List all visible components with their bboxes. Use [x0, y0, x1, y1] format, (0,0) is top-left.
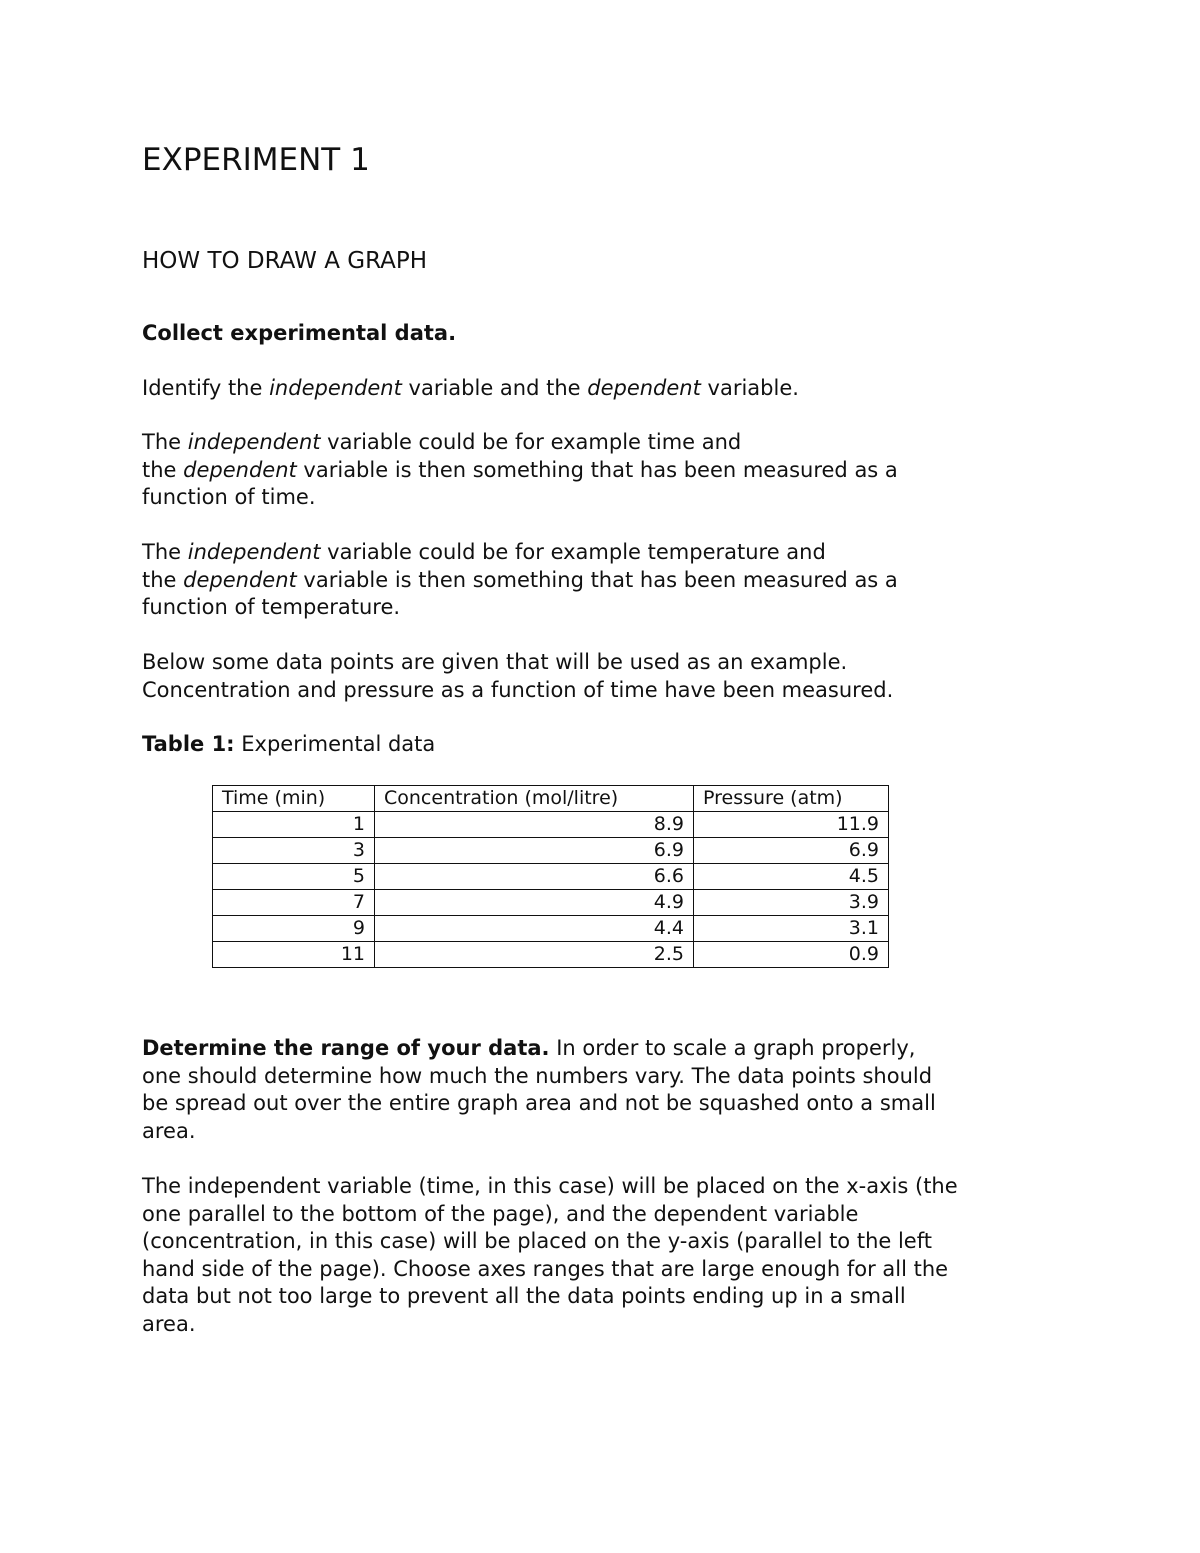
table-cell: 1 — [213, 812, 375, 838]
header-cell: Pressure (atm) — [694, 786, 889, 812]
text-span: In order to scale a graph properly, — [549, 1036, 916, 1060]
table-cell: 5 — [213, 864, 375, 890]
table-cell: 3.9 — [694, 890, 889, 916]
table-header-row — [213, 786, 889, 812]
table-cell: 11.9 — [694, 812, 889, 838]
table-row — [213, 838, 889, 864]
table-cell: 4.5 — [694, 864, 889, 890]
table-cell: 3.1 — [694, 916, 889, 942]
text-line: Concentration and pressure as a function of time have been measured. — [142, 677, 894, 702]
text-span: variable could be for example time and — [320, 430, 742, 454]
table-row — [213, 890, 889, 916]
axis-paragraph — [142, 1173, 1072, 1338]
text-line: area. — [142, 1118, 196, 1143]
header-cell: Time (min) — [213, 786, 375, 812]
text-span: variable is then something that has been measured as a — [296, 567, 898, 592]
table-cell: 4.4 — [375, 916, 694, 942]
text-span: variable and the — [401, 376, 588, 400]
table-row — [213, 916, 889, 942]
text-span: variable is then something that has been measured as a — [296, 457, 898, 482]
table-cell: 4.9 — [375, 890, 694, 916]
range-paragraph — [142, 1035, 1072, 1145]
table-cell: 0.9 — [694, 942, 889, 968]
italic-term: dependent — [183, 567, 297, 592]
table-caption-text: Experimental data — [234, 732, 436, 756]
collect-heading — [142, 320, 1072, 348]
table-cell: 6.6 — [375, 864, 694, 890]
table-cell: 11 — [213, 942, 375, 968]
table-cell: 9 — [213, 916, 375, 942]
document-title: EXPERIMENT 1 — [142, 142, 370, 178]
text-span: the — [142, 457, 184, 482]
header-cell: Concentration (mol/litre) — [375, 786, 694, 812]
table-cell: 3 — [213, 838, 375, 864]
text-line: area. — [142, 1311, 196, 1336]
temperature-paragraph — [142, 539, 1072, 622]
text-span: variable could be for example temperature and — [320, 540, 826, 564]
text-line: data but not too large to prevent all the data points ending up in a small — [142, 1284, 906, 1308]
italic-term: independent — [187, 430, 321, 454]
experimental-data-table — [212, 785, 889, 968]
range-heading: Determine the range of your data. — [142, 1036, 550, 1060]
text-span: Identify the — [142, 376, 270, 400]
text-line: one should determine how much the numbers vary. The data points should — [142, 1063, 933, 1088]
text-span: variable. — [700, 376, 799, 400]
text-line: The independent variable (time, in this case) will be placed on the x-axis (the — [142, 1174, 958, 1198]
text-line: function of temperature. — [142, 595, 401, 619]
italic-term: dependent — [587, 376, 701, 400]
text-line: be spread out over the entire graph area and not be squashed onto a small — [142, 1091, 936, 1115]
table-row — [213, 812, 889, 838]
table-caption-label: Table 1: — [142, 732, 235, 756]
text-line: Below some data points are given that will be used as an example. — [142, 650, 848, 674]
time-paragraph — [142, 429, 1072, 512]
text-line: function of time. — [142, 485, 316, 509]
table-cell: 7 — [213, 890, 375, 916]
italic-term: independent — [187, 540, 321, 564]
table-cell: 6.9 — [375, 838, 694, 864]
example-paragraph — [142, 649, 1072, 704]
table-cell: 8.9 — [375, 812, 694, 838]
italic-term: dependent — [183, 457, 297, 482]
table-cell: 6.9 — [694, 838, 889, 864]
table-caption — [142, 731, 1072, 759]
section-title: HOW TO DRAW A GRAPH — [142, 248, 428, 274]
text-span: The — [142, 430, 188, 454]
text-span: the — [142, 567, 184, 592]
identify-paragraph — [142, 375, 1072, 403]
text-line: (concentration, in this case) will be placed on the y-axis (parallel to the left — [142, 1229, 932, 1253]
text-span: The — [142, 540, 188, 564]
table-cell: 2.5 — [375, 942, 694, 968]
text-line: hand side of the page). Choose axes ranges that are large enough for all the — [142, 1256, 949, 1281]
italic-term: independent — [269, 376, 402, 400]
table-row — [213, 942, 889, 968]
table-row — [213, 864, 889, 890]
text-line: one parallel to the bottom of the page), and the dependent variable — [142, 1201, 859, 1226]
collect-heading-text: Collect experimental data. — [142, 321, 457, 345]
